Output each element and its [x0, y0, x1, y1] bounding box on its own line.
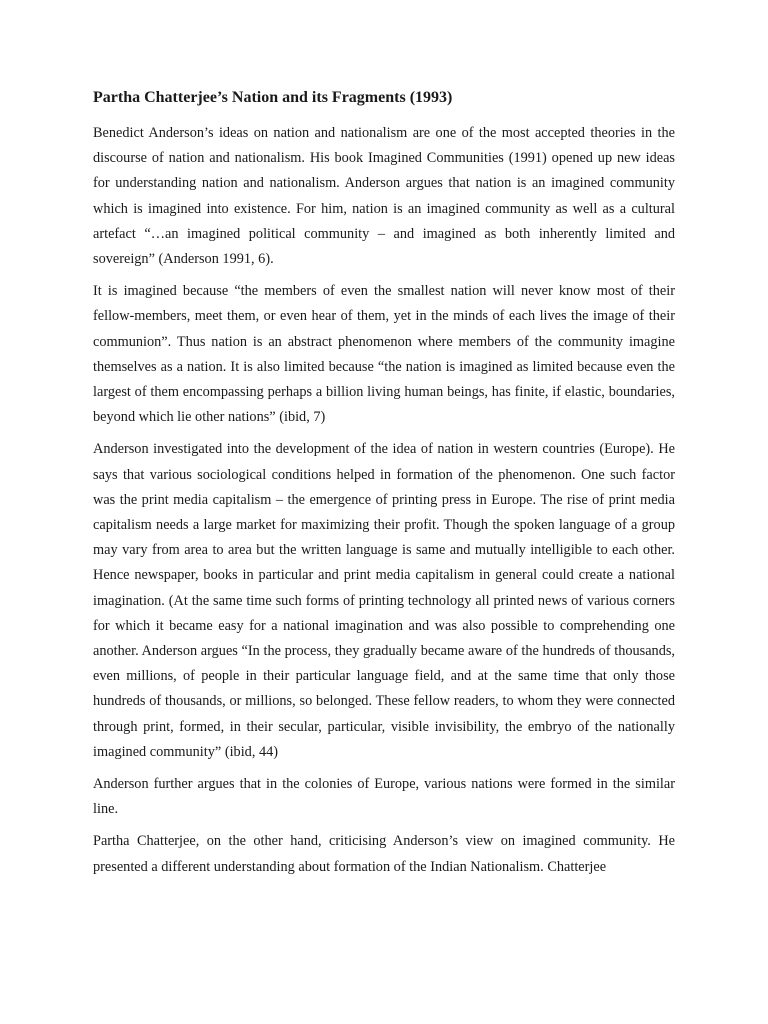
paragraph-print-capitalism: Anderson investigated into the development of the idea of nation in western countries (Europe). He says that various sociological conditions helped in formation of the phenomenon. One such factor was the print media capitalism – the emergence of printing press in Europe. The rise of print media capitalism needs a large market for maximizing their profit. Though the spoken language of a group may vary from area to area but the written language is same and mutually intelligible to each other. Hence newspaper, books in particular and print media capitalism in general could create a national imagination. (At the same time such forms of printing technology all printed news of various corners for which it became easy for a national imagination and was also possible to comprehending one another. Anderson argues “In the process, they gradually became aware of the hundreds of thousands, even millions, of people in their particular language field, and at the same time that only those hundreds of thousands, or millions, so belonged. These fellow readers, to whom they were connected through print, formed, in their secular, particular, visible invisibility, the embryo of the nationally imagined community” (ibid, 44) — [93, 441, 675, 760]
paragraph-colonies: Anderson further argues that in the colonies of Europe, various nations were formed in the similar line. — [93, 776, 675, 818]
paragraph-chatterjee: Partha Chatterjee, on the other hand, criticising Anderson’s view on imagined community. He presented a different understanding about formation of the Indian Nationalism. Chatterjee — [93, 833, 675, 875]
document-page — [93, 86, 675, 880]
paragraph-anderson-intro: Benedict Anderson’s ideas on nation and nationalism are one of the most accepted theories in the discourse of nation and nationalism. His book Imagined Communities (1991) opened up new ideas for understanding nation and nationalism. Anderson argues that nation is an imagined community which is imagined into existence. For him, nation is an imagined community as well as a cultural artefact “…an imagined political community – and imagined as both inherently limited and sovereign” (Anderson 1991, 6). — [93, 125, 675, 268]
document-title: Partha Chatterjee’s Nation and its Fragments (1993) — [93, 89, 453, 106]
paragraph-imagined-limited: It is imagined because “the members of even the smallest nation will never know most of their fellow-members, meet them, or even hear of them, yet in the minds of each lives the image of their communion”. Thus nation is an abstract phenomenon where members of the community imagine themselves as a nation. It is also limited because “the nation is imagined as limited because even the largest of them encompassing perhaps a billion living human beings, has finite, if elastic, boundaries, beyond which lie other nations” (ibid, 7) — [93, 283, 675, 426]
